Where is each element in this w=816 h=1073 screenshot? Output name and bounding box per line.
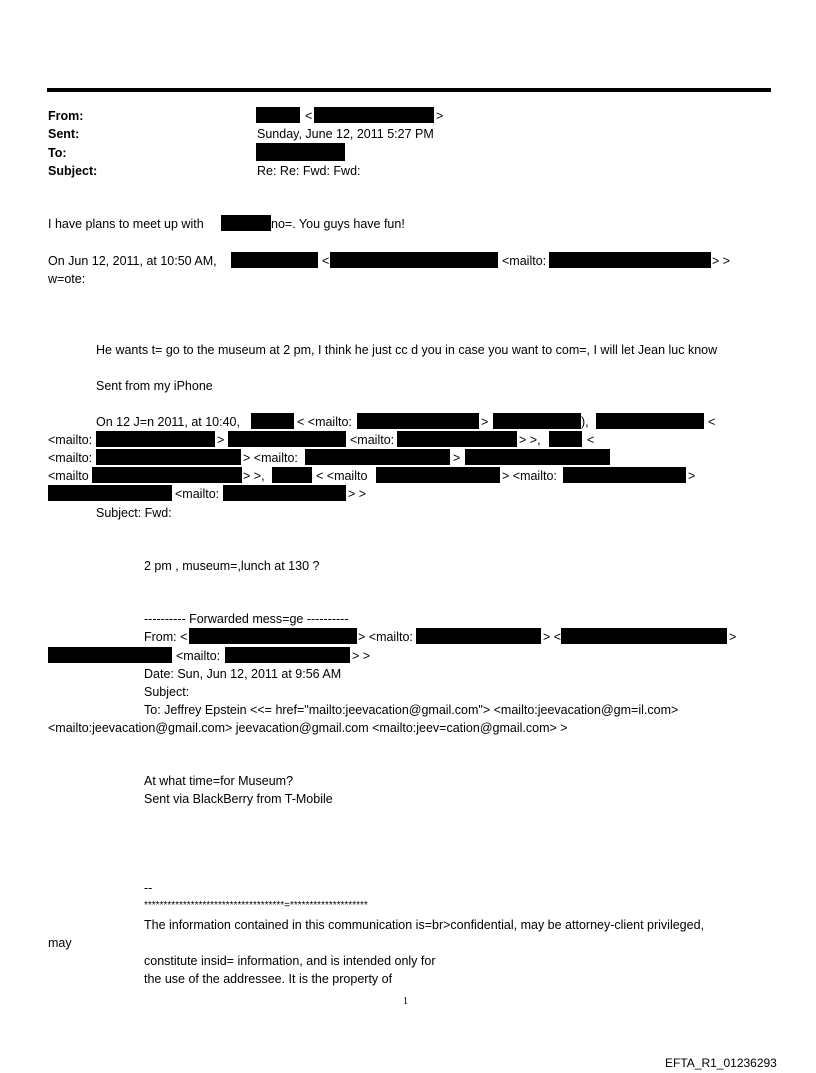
quote-line4-c: < <mailto xyxy=(316,469,368,483)
on-line-c: <mailto: xyxy=(502,254,547,268)
quote-line1-b: < <mailto: xyxy=(297,415,352,429)
redaction-box xyxy=(397,431,517,447)
quote-line4-d: > <mailto: xyxy=(502,469,557,483)
body-line1a: I have plans to meet up with xyxy=(48,217,204,231)
redaction-box xyxy=(92,467,242,483)
quote-line2-d: > >, xyxy=(519,433,541,447)
forwarded-header: ---------- Forwarded mess=ge ---------- xyxy=(144,612,349,626)
redaction-box xyxy=(357,413,479,429)
quote-line2-c: <mailto: xyxy=(350,433,395,447)
redaction-box xyxy=(376,467,500,483)
redaction-box xyxy=(225,647,350,663)
redaction-box xyxy=(561,628,727,644)
fwd-to-line2: <mailto:jeevacation@gmail.com> jeevacation@gmail.com <mailto:jeev=cation@gmail.com> > xyxy=(48,721,568,735)
redaction-box xyxy=(228,431,346,447)
sent-value: Sunday, June 12, 2011 5:27 PM xyxy=(257,127,434,141)
fwd-subject: Subject: xyxy=(144,685,190,699)
redaction-box xyxy=(465,449,610,465)
quote-line5-b: > > xyxy=(348,487,367,501)
redaction-box xyxy=(493,413,581,429)
header-rule xyxy=(47,88,771,92)
confidential-line1: The information contained in this communication is=br>confidential, may be attorney-client privileged, xyxy=(144,918,705,932)
what-time-line: At what time=for Museum? xyxy=(144,774,294,788)
fwd-from-d: > xyxy=(729,630,737,644)
quote-line4-a: <mailto xyxy=(48,469,89,483)
quote-line1-c: > xyxy=(481,415,489,429)
quote-line5-a: <mailto: xyxy=(175,487,220,501)
redaction-box xyxy=(305,449,450,465)
fwd-from-b: > <mailto: xyxy=(358,630,413,644)
on-line-d: > > xyxy=(712,254,731,268)
quote-line3-c: > xyxy=(453,451,461,465)
redaction-box xyxy=(48,647,172,663)
quote-line2-b: > xyxy=(217,433,225,447)
quote-line2-a: <mailto: xyxy=(48,433,93,447)
redaction-box xyxy=(223,485,346,501)
quote-line4-e: > xyxy=(688,469,696,483)
sent-from-iphone: Sent from my iPhone xyxy=(96,379,213,393)
page-number: 1 xyxy=(403,996,408,1007)
bates-number: EFTA_R1_01236293 xyxy=(665,1056,777,1070)
confidential-may: may xyxy=(48,936,72,950)
blackberry-line: Sent via BlackBerry from T-Mobile xyxy=(144,792,333,806)
redaction-box xyxy=(221,215,271,231)
redaction-box xyxy=(96,449,241,465)
from-label: From: xyxy=(48,109,84,123)
fwd-from-c: > < xyxy=(543,630,562,644)
redaction-box xyxy=(96,431,215,447)
quote-line2-e: < xyxy=(587,433,595,447)
fwd-line2-a: <mailto: xyxy=(176,649,221,663)
on-line-b: < xyxy=(322,254,330,268)
to-label: To: xyxy=(48,146,67,160)
redaction-box xyxy=(549,252,711,268)
subject-value: Re: Re: Fwd: Fwd: xyxy=(257,164,361,178)
quote-line3-a: <mailto: xyxy=(48,451,93,465)
quote-line1-d: ), xyxy=(581,415,589,429)
redaction-box xyxy=(231,252,318,268)
from-lt: < xyxy=(305,109,313,123)
confidential-line2: constitute insid= information, and is intended only for xyxy=(144,954,436,968)
body-paragraph: He wants t= go to the museum at 2 pm, I think he just cc d you in case you want to com=, I will let Jean luc know xyxy=(96,343,718,357)
museum-line: 2 pm , museum=,lunch at 130 ? xyxy=(144,559,320,573)
redaction-box xyxy=(549,431,582,447)
redaction-box xyxy=(251,413,294,429)
redaction-box xyxy=(596,413,704,429)
quote-line1-e: < xyxy=(708,415,716,429)
subject-label: Subject: xyxy=(48,164,98,178)
signature-dashes: -- xyxy=(144,881,153,895)
redaction-box xyxy=(256,143,345,161)
fwd-date: Date: Sun, Jun 12, 2011 at 9:56 AM xyxy=(144,667,342,681)
from-gt: > xyxy=(436,109,444,123)
redaction-box xyxy=(416,628,541,644)
redaction-box xyxy=(330,252,498,268)
redaction-box xyxy=(48,485,172,501)
asterisk-separator: ************************************=******************** xyxy=(144,900,368,911)
fwd-to-line1: To: Jeffrey Epstein <<= href="mailto:jeevacation@gmail.com"> <mailto:jeevacation@gm=il.com> xyxy=(144,703,679,717)
sent-label: Sent: xyxy=(48,127,80,141)
wrote-line: w=ote: xyxy=(48,272,86,286)
redaction-box xyxy=(256,107,300,123)
quote-line1-a: On 12 J=n 2011, at 10:40, xyxy=(96,415,240,429)
redaction-box xyxy=(189,628,357,644)
on-line-a: On Jun 12, 2011, at 10:50 AM, xyxy=(48,254,217,268)
redaction-box xyxy=(314,107,434,123)
quote-subject: Subject: Fwd: xyxy=(96,506,172,520)
fwd-line2-b: > > xyxy=(352,649,371,663)
redaction-box xyxy=(563,467,686,483)
quote-line3-b: > <mailto: xyxy=(243,451,298,465)
quote-line4-b: > >, xyxy=(243,469,265,483)
fwd-from-a: From: < xyxy=(144,630,188,644)
redaction-box xyxy=(272,467,312,483)
confidential-line3: the use of the addressee. It is the property of xyxy=(144,972,393,986)
body-line1b: no=. You guys have fun! xyxy=(271,217,405,231)
